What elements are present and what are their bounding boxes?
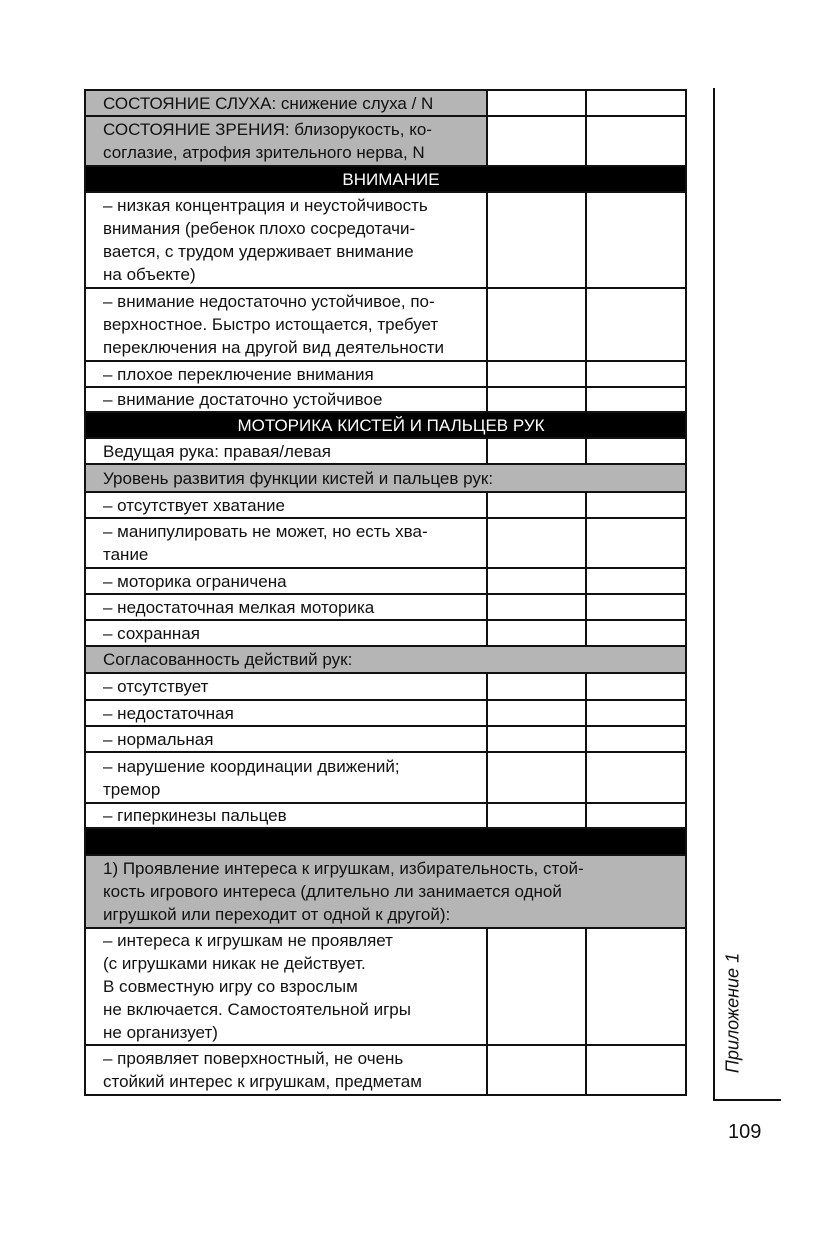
row-label: – моторика ограничена <box>85 568 487 594</box>
answer-cell[interactable] <box>487 673 586 700</box>
table-row <box>85 568 686 594</box>
table-row <box>85 594 686 620</box>
answer-cell[interactable] <box>586 438 686 464</box>
row-label: – гиперкинезы пальцев <box>85 803 487 828</box>
answer-cell[interactable] <box>586 803 686 828</box>
answer-cell[interactable] <box>586 594 686 620</box>
answer-cell[interactable] <box>586 387 686 412</box>
row-label: – отсутствует хватание <box>85 492 487 518</box>
margin-vertical-rule <box>713 88 715 1101</box>
table-row <box>85 116 686 166</box>
table-row <box>85 90 686 116</box>
table-row <box>85 166 686 192</box>
appendix-label: Приложение 1 <box>722 952 743 1074</box>
row-label: – нарушение координации движений; тремор <box>85 752 487 803</box>
answer-cell[interactable] <box>586 518 686 568</box>
row-label: 1) Проявление интереса к игрушкам, избирательность, стой- кость игрового интереса (длительно ли занимается одной игрушкой или переходит от одной к другой): <box>85 855 686 928</box>
table-row <box>85 438 686 464</box>
table-row <box>85 412 686 438</box>
row-label: – интереса к игрушкам не проявляет (с игрушками никак не действует. В совместную игру со взрослым не включается. Самостоятельной игры не организует) <box>85 928 487 1045</box>
row-label: – внимание недостаточно устойчивое, по- верхностное. Быстро истощается, требует переключения на другой вид деятельности <box>85 288 487 361</box>
answer-cell[interactable] <box>487 620 586 646</box>
answer-cell[interactable] <box>586 288 686 361</box>
table-row <box>85 803 686 828</box>
answer-cell[interactable] <box>487 568 586 594</box>
page-number: 109 <box>728 1121 762 1143</box>
answer-cell[interactable] <box>586 726 686 752</box>
row-label: – отсутствует <box>85 673 487 700</box>
row-label: – недостаточная <box>85 700 487 726</box>
answer-cell[interactable] <box>487 116 586 166</box>
table-row <box>85 752 686 803</box>
table-row <box>85 646 686 673</box>
row-label: Ведущая рука: правая/левая <box>85 438 487 464</box>
answer-cell[interactable] <box>487 438 586 464</box>
table-row <box>85 700 686 726</box>
row-label: – нормальная <box>85 726 487 752</box>
answer-cell[interactable] <box>487 700 586 726</box>
row-label: Согласованность действий рук: <box>85 646 686 673</box>
answer-cell[interactable] <box>487 192 586 288</box>
answer-cell[interactable] <box>586 620 686 646</box>
table-row <box>85 361 686 387</box>
section-header <box>85 828 686 855</box>
table-row <box>85 518 686 568</box>
table-row <box>85 620 686 646</box>
answer-cell[interactable] <box>586 90 686 116</box>
table-row <box>85 464 686 492</box>
table-row <box>85 828 686 855</box>
answer-cell[interactable] <box>586 492 686 518</box>
row-label: – низкая концентрация и неустойчивость внимания (ребенок плохо сосредотачи- вается, с трудом удерживает внимание на объекте) <box>85 192 487 288</box>
table-row <box>85 492 686 518</box>
answer-cell[interactable] <box>586 673 686 700</box>
answer-cell[interactable] <box>487 518 586 568</box>
answer-cell[interactable] <box>586 361 686 387</box>
row-label: – манипулировать не может, но есть хва- тание <box>85 518 487 568</box>
answer-cell[interactable] <box>586 700 686 726</box>
answer-cell[interactable] <box>586 928 686 1045</box>
section-header: ВНИМАНИЕ <box>85 166 686 192</box>
answer-cell[interactable] <box>487 492 586 518</box>
answer-cell[interactable] <box>487 594 586 620</box>
answer-cell[interactable] <box>487 90 586 116</box>
row-label: – сохранная <box>85 620 487 646</box>
table-row <box>85 673 686 700</box>
assessment-table <box>84 89 687 1096</box>
table-row <box>85 288 686 361</box>
row-label: – проявляет поверхностный, не очень стойкий интерес к игрушкам, предметам <box>85 1045 487 1095</box>
answer-cell[interactable] <box>487 928 586 1045</box>
table-row <box>85 928 686 1045</box>
answer-cell[interactable] <box>586 752 686 803</box>
answer-cell[interactable] <box>586 116 686 166</box>
table-row <box>85 192 686 288</box>
row-label: – внимание достаточно устойчивое <box>85 387 487 412</box>
answer-cell[interactable] <box>487 803 586 828</box>
row-label: СОСТОЯНИЕ ЗРЕНИЯ: близорукость, ко- соглазие, атрофия зрительного нерва, N <box>85 116 487 166</box>
answer-cell[interactable] <box>487 752 586 803</box>
answer-cell[interactable] <box>487 288 586 361</box>
row-label: СОСТОЯНИЕ СЛУХА: снижение слуха / N <box>85 90 487 116</box>
table-row <box>85 387 686 412</box>
answer-cell[interactable] <box>487 361 586 387</box>
row-label: – плохое переключение внимания <box>85 361 487 387</box>
table-row <box>85 855 686 928</box>
answer-cell[interactable] <box>487 387 586 412</box>
row-label: – недостаточная мелкая моторика <box>85 594 487 620</box>
table-row <box>85 726 686 752</box>
answer-cell[interactable] <box>586 568 686 594</box>
answer-cell[interactable] <box>586 192 686 288</box>
answer-cell[interactable] <box>487 1045 586 1095</box>
answer-cell[interactable] <box>586 1045 686 1095</box>
table-row <box>85 1045 686 1095</box>
section-header: МОТОРИКА КИСТЕЙ И ПАЛЬЦЕВ РУК <box>85 412 686 438</box>
answer-cell[interactable] <box>487 726 586 752</box>
margin-horizontal-rule <box>713 1099 781 1101</box>
row-label: Уровень развития функции кистей и пальцев рук: <box>85 464 686 492</box>
